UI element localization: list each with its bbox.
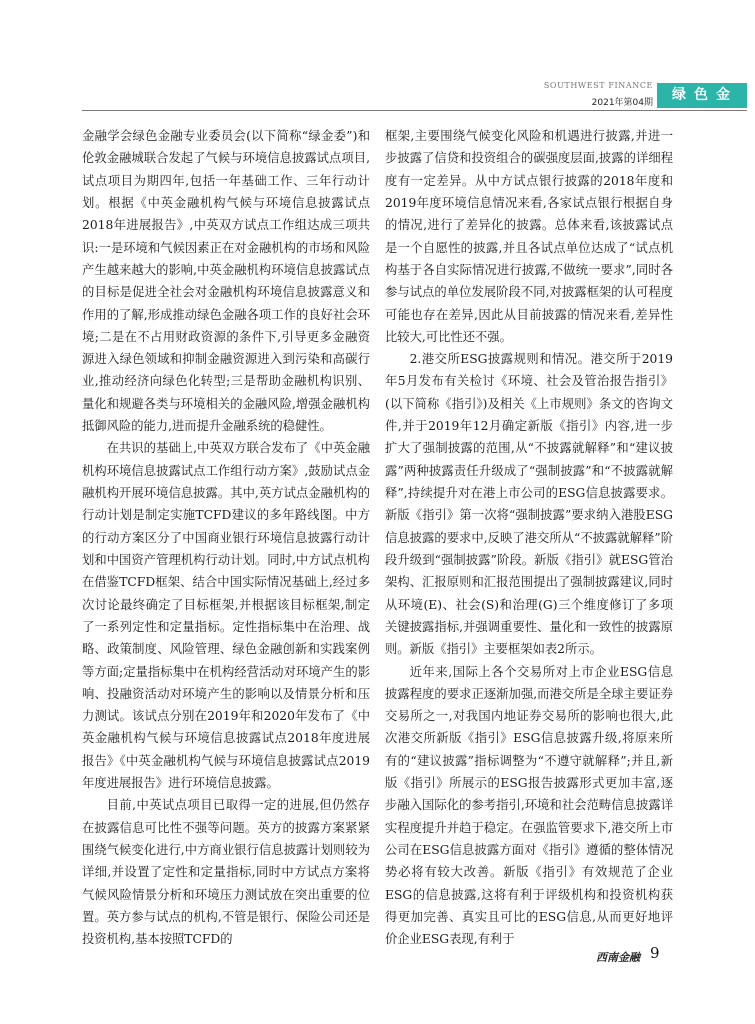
left-text-column <box>82 125 370 947</box>
right-text-column <box>385 125 673 947</box>
journal-english-name: SOUTHWEST FINANCE <box>543 81 653 90</box>
paragraph-continued: 框架,主要围绕气候变化风险和机遇进行披露,并进一步披露了信贷和投资组合的碳强度层面,披露的详细程度有一定差异。从中方试点银行披露的2018年度和2019年度环境信息情况来看,各家试点银行根据自身的情况,进行了差异化的披露。总体来看,该披露试点是一个自愿性的披露,并且各试点单位达成了“试点机构基于各自实际情况进行披露,不做统一要求”,同时各参与试点的单位发展阶段不同,对披露框架的认可程度可能也存在差异,因此从目前披露的情况来看,差异性比较大,可比性还不强。 <box>385 129 673 344</box>
section-badge: 绿色金融 <box>657 83 747 108</box>
paragraph-continued: 金融学会绿色金融专业委员会(以下简称“绿金委”)和伦敦金融城联合发起了气候与环境信息披露试点项目,试点项目为期四年,包括一年基础工作、三年行动计划。根据《中英金融机构气候与环境信息披露试点2018年进展报告》,中英双方试点工作组达成三项共识:一是环境和气候因素正在对金融机构的市场和风险产生越来越大的影响,中英金融机构环境信息披露试点的目标是促进全社会对金融机构环境信息披露意义和作用的了解,形成推动绿色金融各项工作的良好社会环境;二是在不占用财政资源的条件下,引导更多金融资源进入绿色领域和抑制金融资源进入到污染和高碳行业,推动经济向绿色化转型;三是帮助金融机构识别、量化和规避各类与环境相关的金融风险,增强金融机构抵御风险的能力,进而提升金融系统的稳健性。 <box>82 129 370 434</box>
paragraph: 在共识的基础上,中英双方联合发布了《中英金融机构环境信息披露试点工作组行动方案》,鼓励试点金融机构开展环境信息披露。其中,英方试点金融机构的行动计划是制定实施TCFD建议的多年路线图。中方的行动方案区分了中国商业银行环境信息披露行动计划和中国资产管理机构行动计划。同时,中方试点机构在借鉴TCFD框架、结合中国实际情况基础上,经过多次讨论最终确定了目标框架,并根据该目标框架,制定了一系列定性和定量指标。定性指标集中在治理、战略、政策制度、风险管理、绿色金融创新和实践案例等方面;定量指标集中在机构经营活动对环境产生的影响、投融资活动对环境产生的影响以及情景分析和压力测试。该试点分别在2019年和2020年发布了《中英金融机构气候与环境信息披露试点2018年度进展报告》《中英金融机构气候与环境信息披露试点2019年度进展报告》进行环境信息披露。 <box>82 441 370 791</box>
journal-chinese-name: 西南金融 <box>596 951 640 964</box>
header-divider <box>82 110 747 111</box>
paragraph: 2.港交所ESG披露规则和情况。港交所于2019年5月发布有关检讨《环境、社会及管治报告指引》(以下简称《指引》)及相关《上市规则》条文的咨询文件,并于2019年12月确定新版《指引》内容,进一步扩大了强制披露的范围,从“不披露就解释”和“建议披露”两种披露责任升级成了“强制披露”和“不披露就解释”,持续提升对在港上市公司的ESG信息披露要求。新版《指引》第一次将“强制披露”要求纳入港股ESG信息披露的要求中,反映了港交所从“不披露就解释”阶段升级到“强制披露”阶段。新版《指引》就ESG管治架构、汇报原则和汇报范围提出了强制披露建议,同时从环境(E)、社会(S)和治理(G)三个维度修订了多项关键披露指标,并强调重要性、量化和一致性的披露原则。新版《指引》主要框架如表2所示。 <box>385 352 673 657</box>
paragraph: 目前,中英试点项目已取得一定的进展,但仍然存在披露信息可比性不强等问题。英方的披露方案紧紧围绕气候变化进行,中方商业银行信息披露计划则较为详细,并设置了定性和定量指标,同时中方试点方案将气候风险情景分析和环境压力测试放在突出重要的位置。英方参与试点的机构,不管是银行、保险公司还是投资机构,基本按照TCFD的 <box>82 798 370 947</box>
paragraph: 近年来,国际上各个交易所对上市企业ESG信息披露程度的要求正逐渐加强,而港交所是全球主要证券交易所之一,对我国内地证券交易所的影响也很大,此次港交所新版《指引》ESG信息披露升级,将原来所有的“建议披露”指标调整为“不遵守就解释”;并且,新版《指引》所展示的ESG报告披露形式更加丰富,逐步融入国际化的参考指引,环境和社会范畴信息披露详实程度提升并趋于稳定。在强监管要求下,港交所上市公司在ESG信息披露方面对《指引》遵循的整体情况势必将有较大改善。新版《指引》有效规范了企业ESG的信息披露,这将有利于评级机构和投资机构获得更加完善、真实且可比的ESG信息,从而更好地评价企业ESG表现,有利于 <box>385 664 673 947</box>
issue-number: 2021年第04期 <box>591 98 653 108</box>
page-number: 9 <box>650 944 660 962</box>
